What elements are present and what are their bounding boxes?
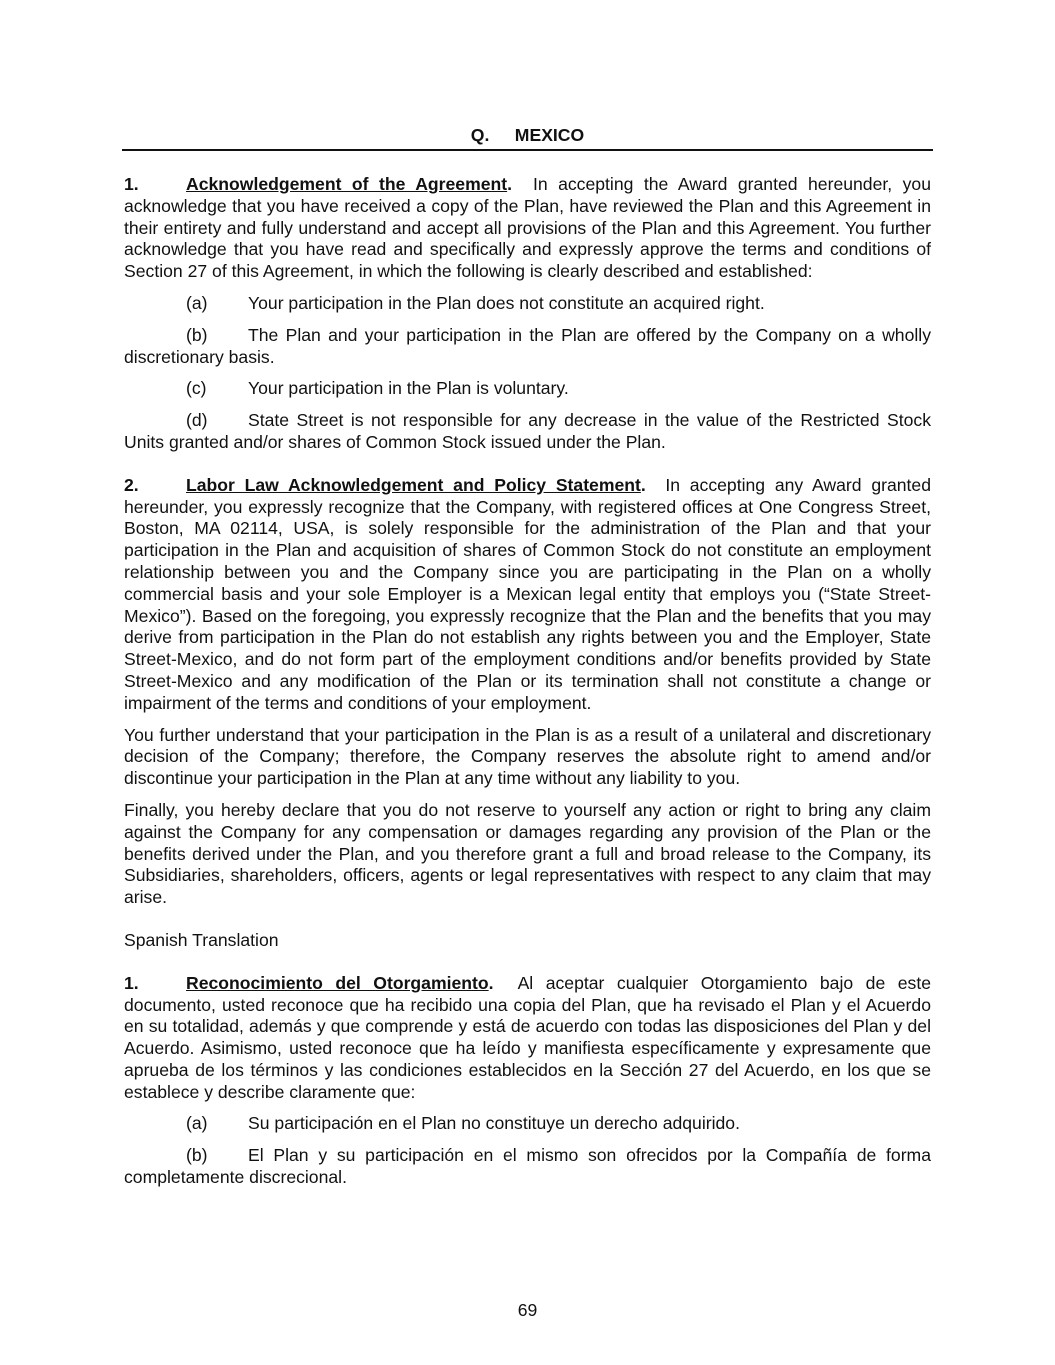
es-s1-item-b-label: (b) [186, 1145, 208, 1166]
section-letter: Q. [470, 125, 490, 145]
en-s1-item-c [124, 378, 931, 400]
en-s1-item-a-text: Your participation in the Plan does not constitute an acquired right. [248, 292, 765, 313]
en-s2-paragraph-1: 2. Labor Law Acknowledgement and Policy Statement. In accepting any Award granted hereunder, you expressly recognize that the Company, with registered offices at One Congress Street, Boston, MA 02114, USA, is solely responsible for the administration of the Plan and that your participation in the Plan and acquisition of shares of Common Stock do not constitute an employment relationship between you and the Company since you are participating in the Plan on a wholly commercial basis and your sole Employer is a Mexican legal entity that employs you (“State Street-Mexico”). Based on the foregoing, you expressly recognize that the Plan and the benefits that you may derive from participation in the Plan do not establish any rights between you and the Employer, State Street-Mexico, and do not form part of the employment conditions and/or benefits provided by State Street-Mexico and any modification of the Plan or its termination shall not constitute a change or impairment of the terms and conditions of your employment. [124, 474, 932, 713]
es-s1-intro-paragraph: 1. Reconocimiento del Otorgamiento. Al aceptar cualquier Otorgamiento bajo de este documento, usted reconoce que ha recibido una copia del Plan, que ha revisado el Plan y el Acuerdo en su totalidad, además y que comprende y está de acuerdo con todas las disposiciones del Plan y del Acuerdo. Asimismo, usted reconoce que ha leído y manifiesta específicamente y expresamente que aprueba de los términos y las condiciones establecidos en la Sección 27 del Acuerdo, en los que se establece y describe claramente que: [124, 972, 931, 1102]
page-content [124, 124, 931, 1189]
en-s1-item-b-label: (b) [186, 324, 208, 345]
en-s1-item-c-text: Your participation in the Plan is voluntary. [248, 378, 569, 399]
es-s1-item-b-text: El Plan y su participación en el mismo son ofrecidos por la Compañía de forma completamente discrecional. [124, 1145, 931, 1188]
en-s2-heading: Labor Law Acknowledgement and Policy Statement [186, 474, 641, 495]
en-s1-item-d [124, 410, 931, 454]
es-s1-item-a-label: (a) [186, 1113, 208, 1134]
translation-label: Spanish Translation [124, 929, 279, 950]
en-s2-number: 2. [124, 474, 139, 495]
en-s1-item-b-text: The Plan and your participation in the Plan are offered by the Company on a wholly discretionary basis. [124, 324, 931, 367]
en-s1-item-d-text: State Street is not responsible for any decrease in the value of the Restricted Stock Units granted and/or shares of Common Stock issued under the Plan. [124, 410, 931, 452]
en-s2-paragraph-3: Finally, you hereby declare that you do not reserve to yourself any action or right to bring any claim against the Company for any compensation or damages regarding any provision of the Plan or the benefits derived under the Plan, and you therefore grant a full and broad release to the Company, its Subsidiaries, shareholders, officers, agents or legal representatives with respect to any claim that may arise. [124, 799, 931, 908]
section-name: MEXICO [514, 125, 585, 145]
en-s2-p1-text: In accepting any Award granted hereunder, you expressly recognize that the Company, with registered offices at One Congress Street, Boston, MA 02114, USA, is solely responsible for the administration of the Plan and that your participation in the Plan and acquisition of shares of Common Stock do not constitute an employment relationship between you and the Company since you are participating in the Plan on a wholly commercial basis and your sole Employer is a Mexican legal entity that employs you (“State Street-Mexico”). Based on the foregoing, you expressly recognize that the Plan and the benefits that you may derive from participation in the Plan do not establish any rights between you and the Employer, State Street-Mexico, and do not form part of the employment conditions and/or benefits provided by State Street-Mexico and any modification of the Plan or its termination shall not constitute a change or impairment of the terms and conditions of your employment. [124, 474, 932, 713]
es-s1-number: 1. [124, 972, 139, 993]
en-s1-item-d-label: (d) [186, 410, 208, 431]
en-s1-heading: Acknowledgement of the Agreement [186, 174, 508, 194]
section-title [122, 124, 933, 151]
es-s1-intro-text: Al aceptar cualquier Otorgamiento bajo de este documento, usted reconoce que ha recibido una copia del Plan, que ha revisado el Plan y el Acuerdo en su totalidad, además y que comprende y está de acuerdo con todas las disposiciones del Plan y del Acuerdo. Asimismo, usted reconoce que ha leído y manifiesta específicamente y expresamente que aprueba de los términos y las condiciones establecidos en la Sección 27 del Acuerdo, en los que se establece y describe claramente que: [124, 972, 931, 1102]
en-s1-item-b [124, 325, 931, 369]
page-number: 69 [517, 1300, 538, 1320]
en-s1-item-a-label: (a) [186, 292, 208, 313]
en-s1-item-a [124, 293, 931, 315]
es-s1-item-a [124, 1113, 931, 1135]
en-s2-paragraph-2: You further understand that your participation in the Plan is as a result of a unilateral and discretionary decision of the Company; therefore, the Company reserves the absolute right to amend and/or discontinue your participation in the Plan at any time without any liability to you. [124, 724, 931, 789]
es-s1-heading: Reconocimiento del Otorgamiento [186, 972, 489, 993]
es-s1-item-a-text: Su participación en el Plan no constituye un derecho adquirido. [248, 1113, 740, 1134]
en-s1-number: 1. [124, 174, 139, 194]
en-s1-intro-paragraph: 1. Acknowledgement of the Agreement. In accepting the Award granted hereunder, you acknowledge that you have received a copy of the Plan, have reviewed the Plan and this Agreement in their entirety and fully understand and accept all provisions of the Plan and this Agreement. You further acknowledge that you have read and specifically and expressly approve the terms and conditions of Section 27 of this Agreement, in which the following is clearly described and established: [124, 174, 931, 282]
en-s1-intro-text: In accepting the Award granted hereunder, you acknowledge that you have received a copy of the Plan, have reviewed the Plan and this Agreement in their entirety and fully understand and accept all provisions of the Plan and this Agreement. You further acknowledge that you have read and specifically and expressly approve the terms and conditions of Section 27 of this Agreement, in which the following is clearly described and established: [124, 174, 931, 282]
en-s1-item-c-label: (c) [186, 378, 207, 399]
es-s1-item-b [124, 1145, 931, 1189]
